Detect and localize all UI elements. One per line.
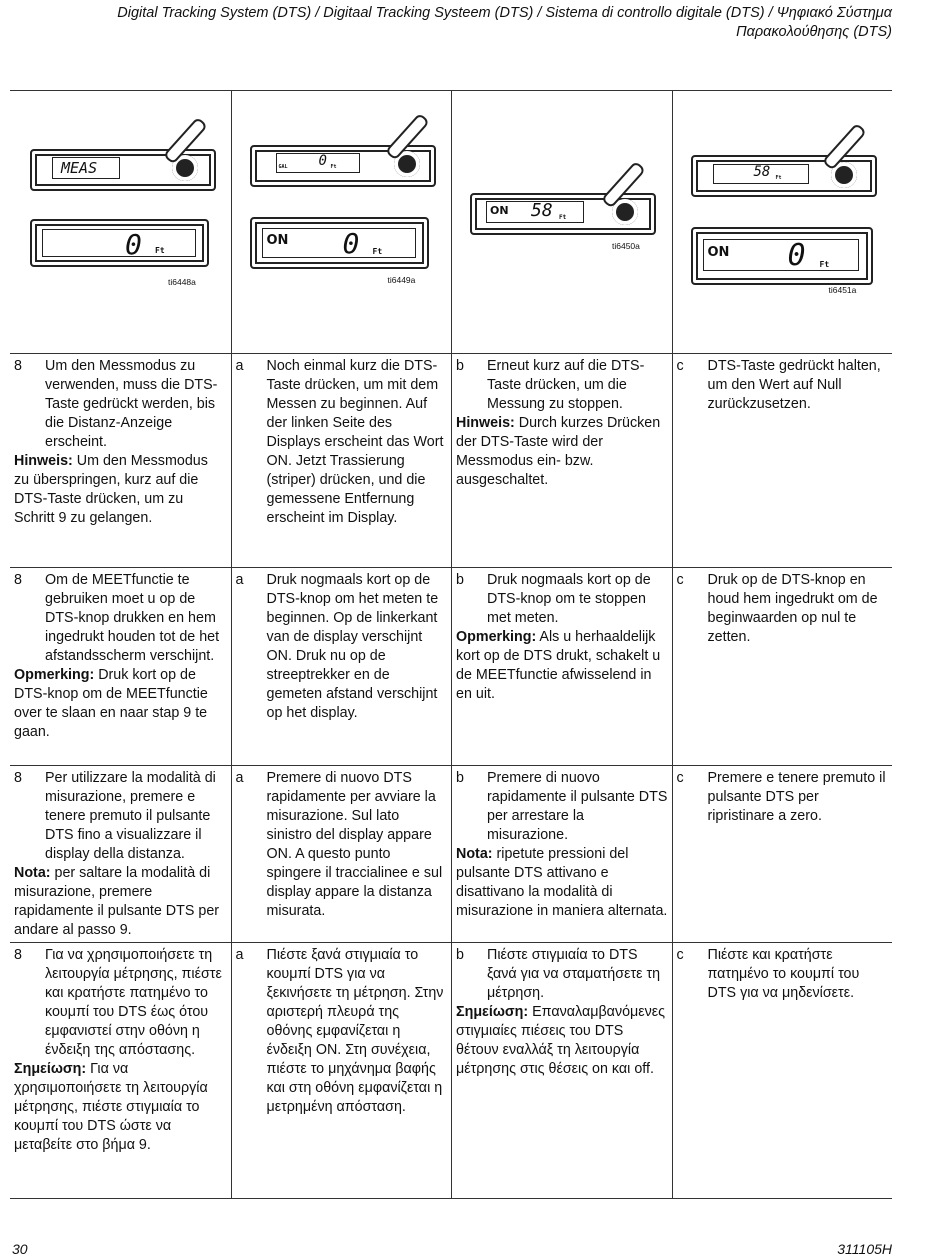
step-text: Για να χρησιμοποιήσετε τη λειτουργία μέτρησης, πιέστε και κρατήστε πατημένο το κουμπί του DTS έως ότου εμφανιστεί στην οθόνη η ένδειξη της απόστασης. <box>45 947 222 1058</box>
note-text: ripetute pressioni del pulsante DTS attivano e disattivano la modalità di misurazione in maniera alternata. <box>456 846 668 919</box>
note-text: Για να χρησιμοποιήσετε τη λειτουργία μέτρησης, πιέστε στιγμιαία το κουμπί του DTS ώστε να μεταβείτε στο βήμα 9. <box>14 1061 208 1153</box>
step-key: 8 <box>14 770 22 786</box>
note <box>14 666 227 742</box>
note <box>14 452 227 528</box>
step-a-cell <box>231 568 452 765</box>
step-key: a <box>235 358 244 374</box>
step-key: c <box>676 572 684 588</box>
page-number: 30 <box>12 1241 28 1257</box>
lower-lcd <box>262 228 416 258</box>
note-text: Επαναλαμβανόμενες στιγμιαίες πιέσεις του DTS θέτουν εναλλάξ τη λειτουργία μέτρησης στις θέσεις on και off. <box>456 1004 666 1077</box>
note <box>456 845 668 921</box>
lower-lcd <box>42 228 196 261</box>
unit-label: Ft <box>559 214 567 221</box>
on-indicator: ON <box>707 245 730 260</box>
step-text: Per utilizzare la modalità di misurazione, premere e tenere premuto il pulsante DTS fino a visualizzare il display della distanza. <box>45 770 216 862</box>
dts-unit <box>470 193 656 235</box>
on-indicator: ON <box>266 233 289 248</box>
instruction-table <box>10 90 892 1199</box>
figure-ref: ti6448a <box>168 277 196 287</box>
dts-unit-lower <box>691 227 873 285</box>
step-8-cell <box>10 943 231 1198</box>
step-a-cell <box>231 943 452 1198</box>
step-text: Premere di nuovo DTS rapidamente per avviare la misurazione. Sul lato sinistro del display appare ON. A questo punto spingere il traccialinee e sul display appare la distanza misurata. <box>266 770 443 919</box>
step-b-cell <box>451 943 672 1198</box>
illustration-row <box>10 91 892 354</box>
step-key: b <box>456 358 464 374</box>
step-text: Om de MEETfunctie te gebruiken moet u op de DTS-knop drukken en hem ingedrukt houden tot de het afstandsscherm verschijnt. <box>45 572 220 664</box>
upper-lcd <box>52 157 120 179</box>
figure-ref: ti6449a <box>387 275 416 285</box>
document-number: 311105H <box>837 1241 892 1257</box>
note-text: Als u herhaaldelijk kort op de DTS drukt, schakelt u de MEETfunctie afwisselend in en uit. <box>456 629 661 702</box>
step-c-cell <box>672 766 893 942</box>
dts-unit-lower <box>250 217 429 269</box>
figure-cell-1 <box>10 91 231 353</box>
step-text: Um den Messmodus zu verwenden, muss die DTS-Taste gedrückt werden, bis die Distanz-Anzeige erscheint. <box>45 358 218 450</box>
step-8-cell <box>10 766 231 942</box>
upper-unit-label: Ft <box>330 164 337 170</box>
note-label: Opmerking: <box>14 667 95 683</box>
dts-unit-upper <box>691 155 877 197</box>
figure-cell-2 <box>231 91 452 353</box>
step-b-cell <box>451 354 672 567</box>
step-key: a <box>235 947 244 963</box>
step-text: Druk nogmaals kort op de DTS-knop om te stoppen met meten. <box>487 572 651 626</box>
step-key: 8 <box>14 358 22 374</box>
step-8-cell <box>10 354 231 567</box>
step-c-cell <box>672 354 893 567</box>
lower-readout: 0 <box>342 227 360 260</box>
step-c-cell <box>672 568 893 765</box>
lower-lcd <box>703 239 859 271</box>
step-text: Premere di nuovo rapidamente il pulsante DTS per arrestare la misurazione. <box>487 770 668 843</box>
upper-lcd <box>276 153 360 173</box>
step-text: Premere e tenere premuto il pulsante DTS per ripristinare a zero. <box>707 770 886 824</box>
dts-unit-upper <box>30 149 216 191</box>
upper-readout: 0 <box>318 153 327 169</box>
step-text: Erneut kurz auf die DTS-Taste drücken, um die Messung zu stoppen. <box>487 358 645 412</box>
note-label: Nota: <box>14 865 51 881</box>
step-8-cell <box>10 568 231 765</box>
step-key: b <box>456 947 464 963</box>
step-text: Πιέστε ξανά στιγμιαία το κουμπί DTS για να ξεκινήσετε τη μέτρηση. Στην αριστερή πλευρά της οθόνης εμφανίζεται η ένδειξη ON. Στη συνέχεια, πιέστε το μηχάνημα βαφής και στη οθόνη εμφανίζεται η μετρημένη απόσταση. <box>266 947 444 1115</box>
note-label: Opmerking: <box>456 629 537 645</box>
dts-unit-lower <box>30 219 209 267</box>
on-indicator: ON <box>490 204 509 217</box>
readout: 58 <box>531 200 553 221</box>
note-text: Durch kurzes Drücken der DTS-Taste wird der Messmodus ein- bzw. ausgeschaltet. <box>456 415 661 488</box>
figure-ref: ti6451a <box>828 285 857 295</box>
header-line-2: Παρακολούθησης (DTS) <box>736 24 892 40</box>
step-text: DTS-Taste gedrückt halten, um den Wert auf Null zurückzusetzen. <box>707 358 881 412</box>
row-dutch <box>10 568 892 766</box>
upper-lcd <box>713 164 809 184</box>
upper-readout: 58 <box>753 164 771 180</box>
note-label: Nota: <box>456 846 493 862</box>
step-key: 8 <box>14 947 22 963</box>
step-text: Druk nogmaals kort op de DTS-knop om het meten te beginnen. Op de linkerkant van de display verschijnt ON. Druk nu op de streeptrekker en de gemeten afstand verschijnt op het display. <box>266 572 439 721</box>
figure-cell-4 <box>672 91 893 353</box>
step-key: a <box>235 770 244 786</box>
step-text: Πιέστε στιγμιαία το DTS ξανά για να σταματήσετε τη μέτρηση. <box>487 947 661 1001</box>
note <box>14 864 227 940</box>
step-key: 8 <box>14 572 22 588</box>
step-text: Druk op de DTS-knop en houd hem ingedrukt om de beginwaarden op nul te zetten. <box>707 572 878 645</box>
note-label: Σημείωση: <box>456 1004 529 1020</box>
gal-label: GAL <box>278 164 288 170</box>
step-b-cell <box>451 568 672 765</box>
note <box>14 1060 227 1155</box>
row-greek <box>10 943 892 1199</box>
note-label: Σημείωση: <box>14 1061 87 1077</box>
page-header <box>32 4 892 42</box>
lower-readout: 0 <box>125 228 142 261</box>
upper-unit-label: Ft <box>775 175 782 181</box>
step-key: c <box>676 947 684 963</box>
note <box>456 414 668 490</box>
step-text: Πιέστε και κρατήστε πατημένο το κουμπί του DTS για να μηδενίσετε. <box>707 947 860 1001</box>
upper-readout: MEAS <box>61 159 98 177</box>
note-text: per saltare la modalità di misurazione, premere rapidamente il pulsante DTS per andare al passo 9. <box>14 865 220 938</box>
step-key: b <box>456 572 464 588</box>
step-key: c <box>676 770 684 786</box>
step-key: c <box>676 358 684 374</box>
step-c-cell <box>672 943 893 1198</box>
row-german <box>10 354 892 568</box>
row-italian <box>10 766 892 943</box>
lcd <box>486 201 584 223</box>
unit-label: Ft <box>155 246 165 255</box>
step-a-cell <box>231 354 452 567</box>
figure-cell-3 <box>451 91 672 353</box>
unit-label: Ft <box>819 260 830 269</box>
dts-unit-upper <box>250 145 436 187</box>
step-key: b <box>456 770 464 786</box>
note <box>456 1003 668 1079</box>
note-text: Druk kort op de DTS-knop om de MEETfunctie over te slaan en naar stap 9 te gaan. <box>14 667 208 740</box>
lower-readout: 0 <box>787 238 806 273</box>
step-key: a <box>235 572 244 588</box>
note-label: Hinweis: <box>456 415 515 431</box>
note-label: Hinweis: <box>14 453 73 469</box>
note <box>456 628 668 704</box>
step-b-cell <box>451 766 672 942</box>
figure-ref: ti6450a <box>612 241 640 251</box>
step-a-cell <box>231 766 452 942</box>
step-text: Noch einmal kurz die DTS-Taste drücken, um mit dem Messen zu beginnen. Auf der linken Seite des Displays erscheint das Wort ON. Jetzt Trassierung (striper) drücken, und die gemessene Entfernung erscheint im Display. <box>266 358 444 526</box>
note-text: Um den Messmodus zu überspringen, kurz auf die DTS-Taste drücken, um zu Schritt 9 zu gelangen. <box>14 453 208 526</box>
header-line-1: Digital Tracking System (DTS) / Digitaal Tracking Systeem (DTS) / Sistema di controllo digitale (DTS) / Ψηφιακό Σύστημα <box>117 5 892 21</box>
unit-label: Ft <box>372 247 383 256</box>
